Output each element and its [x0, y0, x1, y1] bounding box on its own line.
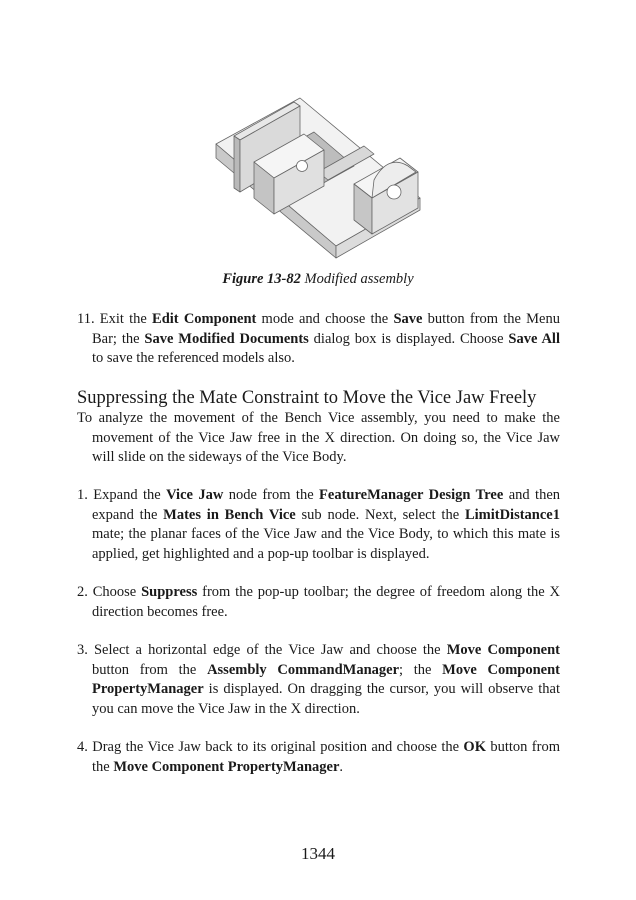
- figure-number: Figure 13-82: [222, 271, 301, 287]
- step-text: 1. Expand the: [77, 487, 167, 503]
- step-paragraph: [77, 641, 560, 719]
- step-text: 4. Drag the Vice Jaw back to its original position and choose the: [77, 739, 464, 755]
- step-text: button from the Menu Bar; the: [92, 311, 560, 347]
- step-list-before: [77, 310, 560, 369]
- bold-term: Move Component PropertyManager: [92, 661, 560, 697]
- step-paragraph: [77, 738, 560, 777]
- step-text: sub node. Next, select the: [295, 506, 465, 523]
- bold-term: Mates in Bench Vice: [163, 506, 296, 523]
- bold-term: Save Modified Documents: [144, 330, 309, 347]
- step-paragraph: [77, 310, 560, 369]
- step-text: button from the: [92, 739, 560, 775]
- step-text: dialog box is displayed. Choose: [308, 330, 509, 347]
- step-text: 2. Choose: [77, 584, 142, 600]
- bold-term: Move Component PropertyManager: [113, 758, 340, 775]
- step-text: from the pop-up toolbar; the degree of freedom along the X direction becomes free.: [92, 584, 561, 620]
- step-text: mate; the planar faces of the Vice Jaw and the Vice Body, to which this mate is applied, get highlighted and a pop-up toolbar is displayed.: [92, 526, 560, 562]
- bold-term: FeatureManager Design Tree: [319, 487, 504, 503]
- step-text: 11. Exit the: [77, 311, 153, 327]
- step-text: to save the referenced models also.: [92, 350, 295, 366]
- bold-term: LimitDistance1: [464, 506, 560, 523]
- step-text: button from the: [92, 661, 208, 678]
- step-text: node from the: [223, 487, 320, 503]
- bold-term: Assembly CommandManager: [207, 661, 400, 678]
- step-list: [77, 486, 560, 777]
- step-text: and then expand the: [92, 487, 561, 523]
- bench-vice-assembly-figure: [214, 96, 422, 260]
- step-text: 3. Select a horizontal edge of the Vice Jaw and choose the: [77, 642, 447, 658]
- bold-term: OK: [463, 739, 486, 755]
- step-paragraph: [77, 583, 560, 622]
- bold-term: Save All: [508, 330, 560, 347]
- step-text: mode and choose the: [256, 311, 394, 327]
- section-intro-block: [77, 409, 560, 468]
- bold-term: Save: [393, 311, 423, 327]
- step-text: is displayed. On dragging the cursor, you will observe that you can move the Vice Jaw in the X direction.: [92, 681, 560, 717]
- bold-term: Move Component: [446, 642, 560, 658]
- bold-term: Edit Component: [152, 311, 257, 327]
- step-text: .: [339, 758, 344, 775]
- page-number: 1344: [301, 844, 335, 863]
- step-paragraph: [77, 486, 560, 564]
- bold-term: Suppress: [141, 584, 198, 600]
- figure-caption: [0, 271, 636, 288]
- section-intro: To analyze the movement of the Bench Vice assembly, you need to make the movement of the Vice Jaw free in the X direction. On doing so, the Vice Jaw will slide on the sideways of the Vice Body.: [77, 410, 560, 465]
- section-heading: Suppressing the Mate Constraint to Move the Vice Jaw Freely: [77, 388, 537, 408]
- bold-term: Vice Jaw: [166, 487, 224, 503]
- figure-caption-text: Modified assembly: [304, 271, 414, 287]
- step-text: ; the: [399, 661, 443, 678]
